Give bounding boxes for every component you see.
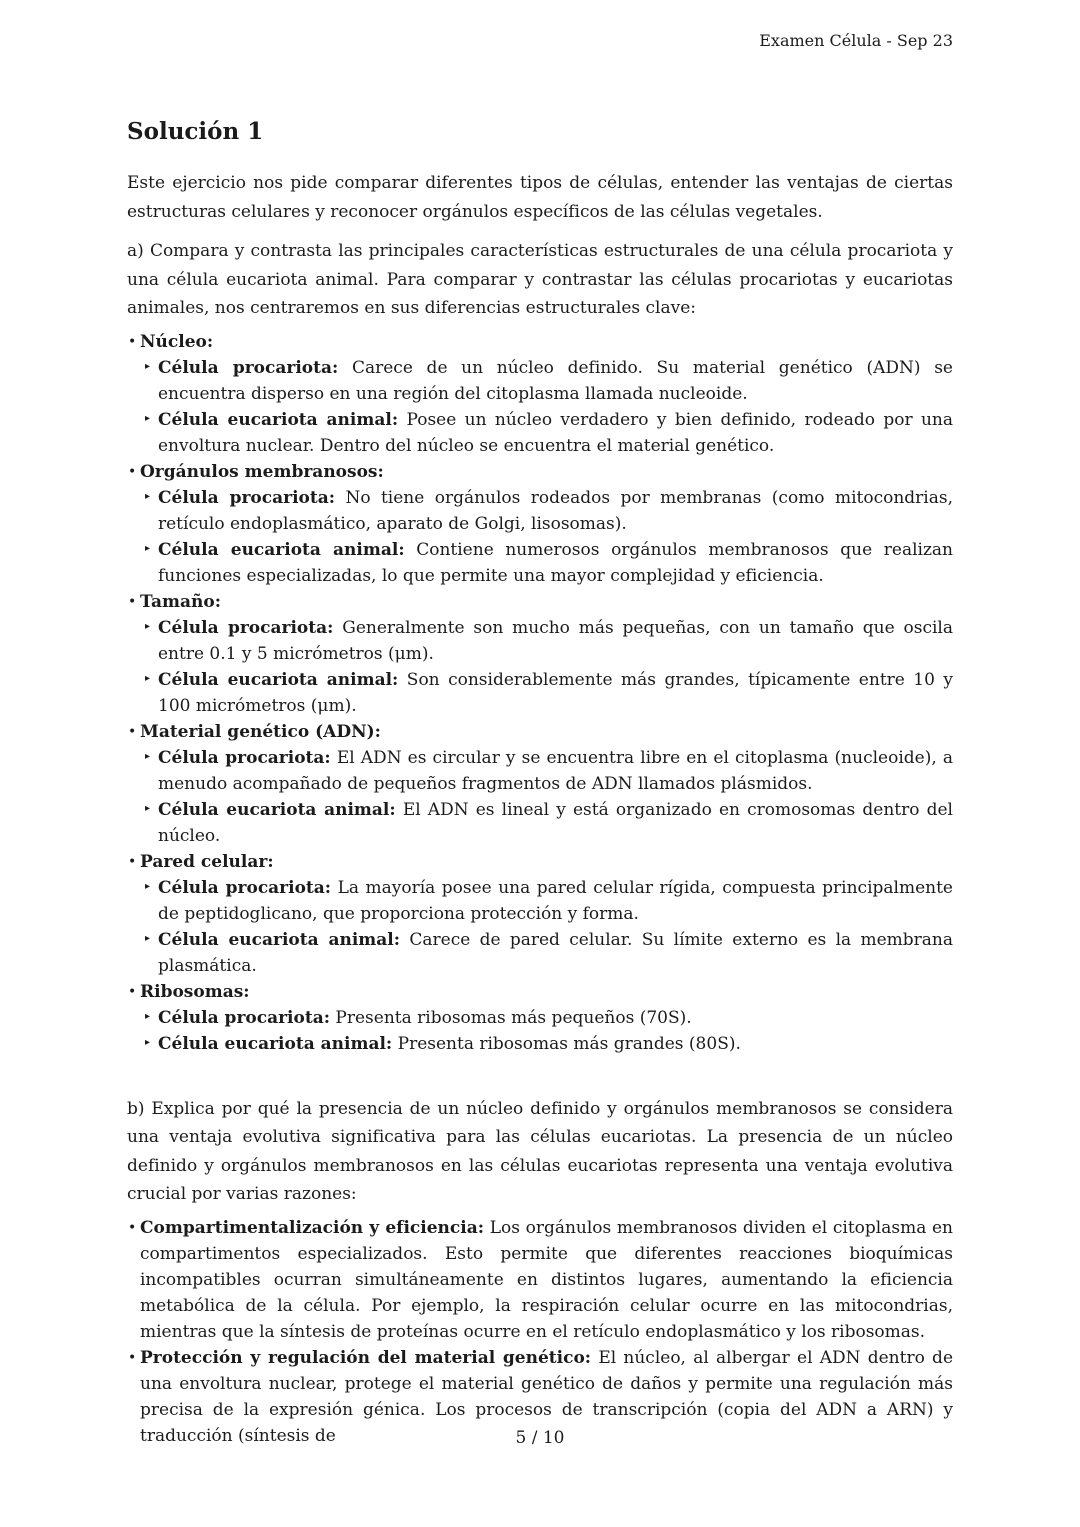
- triangle-bullet-icon: ▸: [145, 672, 151, 684]
- bullet-icon: •: [128, 983, 137, 1000]
- sub-item-label: Célula procariota:: [158, 747, 331, 768]
- bullet-icon: •: [128, 1349, 137, 1366]
- header-title: Examen Célula - Sep 23: [759, 31, 953, 50]
- triangle-bullet-icon: ▸: [145, 880, 151, 892]
- triangle-bullet-icon: ▸: [145, 620, 151, 632]
- sub-item-label: Célula eucariota animal:: [158, 409, 399, 430]
- page-header: [127, 30, 953, 52]
- list-item-text: El núcleo, al albergar el ADN dentro de una envoltura nuclear, protege el material genético de daños y permite una regulación más precisa de la expresión génica. Los procesos de transcripción (copia del ADN a ARN) y traducción (síntesis de: [140, 1347, 954, 1446]
- bullet-icon: •: [128, 333, 137, 350]
- sub-item-label: Célula procariota:: [158, 487, 336, 508]
- sub-item-text: Carece de pared celular. Su límite externo es la membrana plasmática.: [158, 929, 953, 976]
- list-item-label: Ribosomas:: [140, 981, 250, 1002]
- section-a-intro: a) Compara y contrasta las principales características estructurales de una célula procariota y una célula eucariota animal. Para comparar y contrastar las células procariotas y eucariotas animales, nos centraremos en sus diferencias estructurales clave:: [127, 241, 953, 318]
- advantages-list: [127, 1215, 953, 1449]
- list-item-heading: [127, 329, 953, 355]
- list-item-label: Tamaño:: [140, 591, 222, 612]
- triangle-bullet-icon: ▸: [145, 490, 151, 502]
- sub-item-label: Célula eucariota animal:: [158, 669, 399, 690]
- sub-list-item: [127, 1005, 953, 1031]
- sub-item-label: Célula procariota:: [158, 1007, 331, 1028]
- sub-list-item: [127, 797, 953, 849]
- triangle-bullet-icon: ▸: [145, 802, 151, 814]
- sub-item-text: Son considerablemente más grandes, típicamente entre 10 y 100 micrómetros (μm).: [158, 669, 953, 716]
- sub-list-item: [127, 355, 953, 407]
- bullet-icon: •: [128, 1219, 137, 1236]
- list-item-label: Pared celular:: [140, 851, 274, 872]
- page-title: Solución 1: [127, 118, 264, 145]
- list-item-label: Protección y regulación del material genético:: [140, 1347, 592, 1368]
- list-item-label: Orgánulos membranosos:: [140, 461, 384, 482]
- sub-item-label: Célula eucariota animal:: [158, 929, 401, 950]
- sub-item-label: Célula eucariota animal:: [158, 799, 396, 820]
- sub-item-text: El ADN es circular y se encuentra libre en el citoplasma (nucleoide), a menudo acompañado de pequeños fragmentos de ADN llamados plásmidos.: [158, 747, 953, 794]
- sub-item-label: Célula procariota:: [158, 877, 332, 898]
- intro-paragraph: Este ejercicio nos pide comparar diferentes tipos de células, entender las ventajas de ciertas estructuras celulares y reconocer orgánulos específicos de las células vegetales.: [127, 173, 953, 222]
- sub-item-text: Presenta ribosomas más grandes (80S).: [397, 1033, 741, 1054]
- section-b-intro: b) Explica por qué la presencia de un núcleo definido y orgánulos membranosos se considera una ventaja evolutiva significativa para las células eucariotas. La presencia de un núcleo definido y orgánulos membranosos en las células eucariotas representa una ventaja evolutiva crucial por varias razones:: [127, 1098, 953, 1204]
- triangle-bullet-icon: ▸: [145, 412, 151, 424]
- list-item-tamano: [127, 589, 953, 719]
- comparison-list: [127, 329, 953, 1057]
- list-item-heading: [127, 849, 953, 875]
- list-item-heading: [127, 459, 953, 485]
- bullet-icon: •: [128, 463, 137, 480]
- sub-item-label: Célula procariota:: [158, 357, 339, 378]
- sub-item-text: No tiene orgánulos rodeados por membranas (como mitocondrias, retículo endoplasmático, aparato de Golgi, lisosomas).: [158, 487, 953, 534]
- list-item-heading: [127, 589, 953, 615]
- list-item-heading: [127, 979, 953, 1005]
- triangle-bullet-icon: ▸: [145, 542, 151, 554]
- sub-item-text: Presenta ribosomas más pequeños (70S).: [335, 1007, 692, 1028]
- triangle-bullet-icon: ▸: [145, 1010, 151, 1022]
- list-item-organulos: [127, 459, 953, 589]
- sub-item-text: Contiene numerosos orgánulos membranosos que realizan funciones especializadas, lo que permite una mayor complejidad y eficiencia.: [158, 539, 953, 586]
- list-item-text: Los orgánulos membranosos dividen el citoplasma en compartimentos especializados. Esto permite que diferentes reacciones bioquímicas incompatibles ocurran simultáneamente en distintos lugares, aumentando la eficiencia metabólica de la célula. Por ejemplo, la respiración celular ocurre en las mitocondrias, mientras que la síntesis de proteínas ocurre en el retículo endoplasmático y los ribosomas.: [140, 1217, 954, 1342]
- sub-item-text: Generalmente son mucho más pequeñas, con un tamaño que oscila entre 0.1 y 5 micrómetros (μm).: [158, 617, 953, 664]
- sub-list-item: [127, 407, 953, 459]
- triangle-bullet-icon: ▸: [145, 932, 151, 944]
- page-number: [0, 1426, 1080, 1450]
- list-item-compartimentalizacion: [127, 1215, 953, 1345]
- list-item-pared-celular: [127, 849, 953, 979]
- triangle-bullet-icon: ▸: [145, 360, 151, 372]
- sub-item-text: El ADN es lineal y está organizado en cromosomas dentro del núcleo.: [158, 799, 953, 846]
- sub-list-item: [127, 485, 953, 537]
- bullet-icon: •: [128, 723, 137, 740]
- page-number-text: 5 / 10: [515, 1428, 565, 1448]
- sub-item-label: Célula eucariota animal:: [158, 1033, 393, 1054]
- sub-list-item: [127, 927, 953, 979]
- bullet-icon: •: [128, 853, 137, 870]
- sub-list-item: [127, 537, 953, 589]
- list-item-ribosomas: [127, 979, 953, 1057]
- list-item-nucleo: [127, 329, 953, 459]
- list-item-label: Material genético (ADN):: [140, 721, 381, 742]
- sub-list-item: [127, 1031, 953, 1057]
- list-item-label: Núcleo:: [140, 331, 214, 352]
- sub-list-item: [127, 615, 953, 667]
- sub-list-item: [127, 745, 953, 797]
- triangle-bullet-icon: ▸: [145, 750, 151, 762]
- triangle-bullet-icon: ▸: [145, 1036, 151, 1048]
- list-item-material-genetico: [127, 719, 953, 849]
- sub-list-item: [127, 875, 953, 927]
- sub-item-label: Célula procariota:: [158, 617, 334, 638]
- list-item-label: Compartimentalización y eficiencia:: [140, 1217, 485, 1238]
- sub-item-text: Posee un núcleo verdadero y bien definido, rodeado por una envoltura nuclear. Dentro del núcleo se encuentra el material genético.: [158, 409, 953, 456]
- sub-list-item: [127, 667, 953, 719]
- sub-item-text: Carece de un núcleo definido. Su material genético (ADN) se encuentra disperso en una región del citoplasma llamada nucleoide.: [158, 357, 953, 404]
- list-item-heading: [127, 719, 953, 745]
- sub-item-label: Célula eucariota animal:: [158, 539, 405, 560]
- sub-item-text: La mayoría posee una pared celular rígida, compuesta principalmente de peptidoglicano, que proporciona protección y forma.: [158, 877, 953, 924]
- bullet-icon: •: [128, 593, 137, 610]
